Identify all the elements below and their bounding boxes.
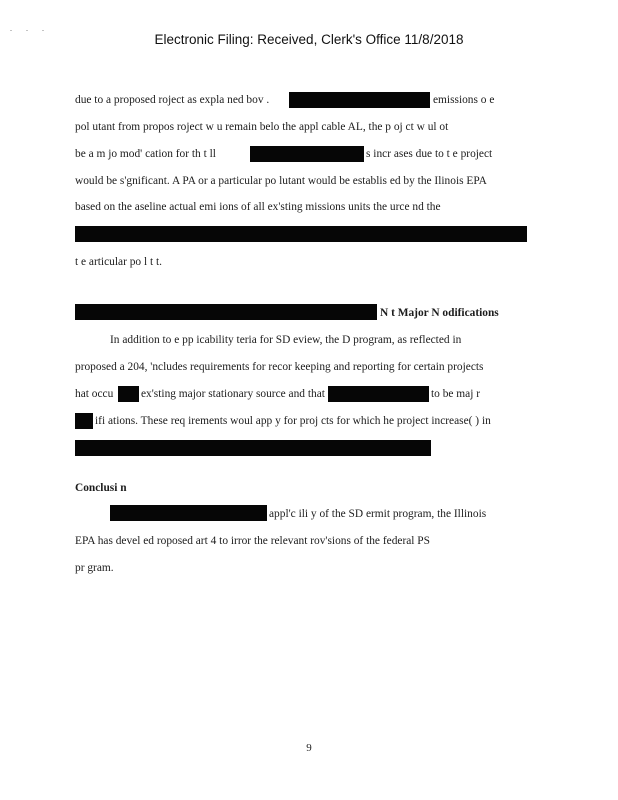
body-line: based on the aseline actual emi ions of all ex'sting missions units the urce nd the xyxy=(75,201,441,213)
body-line: t e articular po l t t. xyxy=(75,256,162,268)
redaction-block xyxy=(75,226,527,242)
redaction-block xyxy=(75,413,93,429)
body-line: would be s'gnificant. A PA or a particular po lutant would be establis ed by the Ilinois EPA xyxy=(75,175,487,187)
body-line: hat occu xyxy=(75,388,114,400)
body-line: In addition to e pp icability teria for SD eview, the D program, as reflected in xyxy=(110,334,462,346)
section-heading: N t Major N odifications xyxy=(380,307,499,319)
body-line: due to a proposed roject as expla ned bov . xyxy=(75,94,270,106)
redaction-block xyxy=(328,386,429,402)
redaction-block xyxy=(250,146,364,162)
redaction-block xyxy=(110,505,267,521)
redaction-block xyxy=(118,386,139,402)
corner-marks: . . . xyxy=(10,24,50,33)
section-heading: Conclusi n xyxy=(75,482,127,494)
body-line: be a m jo mod' cation for th t ll xyxy=(75,148,216,160)
body-line: ex'sting major stationary source and that xyxy=(141,388,325,400)
body-line: pol utant from propos roject w u remain belo the appl cable AL, the p oj ct w ul ot xyxy=(75,121,449,133)
page-number: 9 xyxy=(306,742,312,754)
body-line: s incr ases due to t e project xyxy=(366,148,493,160)
body-line: pr gram. xyxy=(75,562,114,574)
body-line: proposed a 204, 'ncludes requirements for recor keeping and reporting for certain projects xyxy=(75,361,484,373)
filing-stamp-header: Electronic Filing: Received, Clerk's Office 11/8/2018 xyxy=(154,32,464,47)
body-line: emissions o e xyxy=(433,94,495,106)
redaction-block xyxy=(75,304,377,320)
body-line: ifi ations. These req irements woul app y for proj cts for which he project increase( ) in xyxy=(95,415,491,427)
redaction-block xyxy=(75,440,431,456)
redaction-block xyxy=(289,92,430,108)
body-line: EPA has devel ed roposed art 4 to irror the relevant rov'sions of the federal PS xyxy=(75,535,430,547)
body-line: to be maj r xyxy=(431,388,481,400)
body-line: appl'c ili y of the SD ermit program, the Illinois xyxy=(269,508,487,520)
